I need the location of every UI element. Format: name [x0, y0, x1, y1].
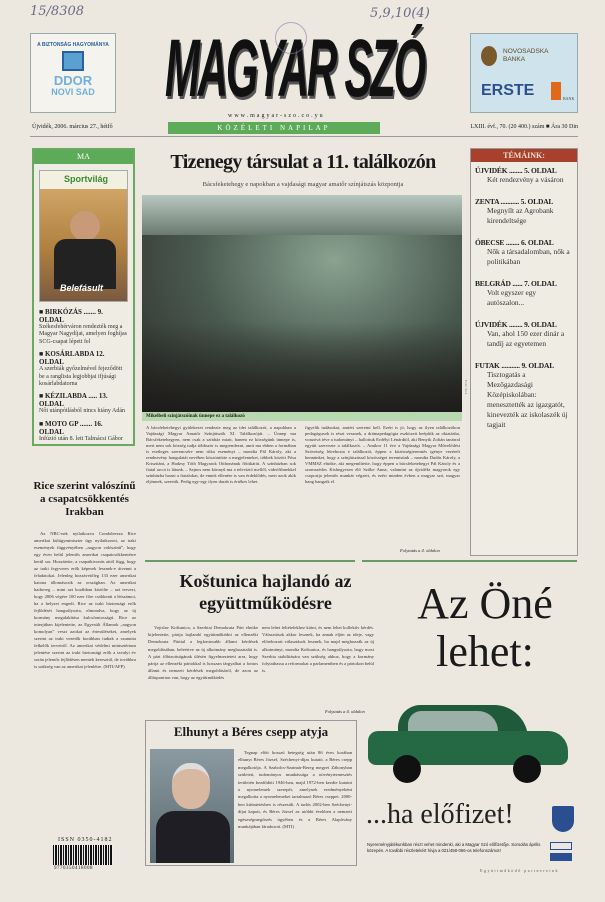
header-rule — [30, 136, 578, 137]
barcode-number: 9770350418008 — [54, 866, 93, 871]
temaink-item-head[interactable]: FUTAK ........... 9. OLDAL — [475, 361, 555, 370]
beres-headline: Elhunyt a Béres csepp atyja — [173, 724, 329, 739]
main-body-col2: figyelik tudásukat, amiért szeretni kell. Ezért is jó, hogy az ilyen találkozókon pedagógusok is részt vesznek, a drámapedagógia eszközeit beépítik az oktatásba, vonzóvá téve a tudományt – hallottuk Erdélyi Lénárdtól, aki Benyik Zoltán tanárral együtt szervezte a találkozót. – Amikor 11 éve a Vajdasági Magyar Művelődési Szövetség létrehozta e találkozót, éppen a közösségteremtés igénye vezérelt bennünket, hogy a színjátszással közösséget teremtsünk – mondta Dudás Károly, a VMMSZ elnöke, aki megemlítette, hogy éppen a bácsfeketehegyi Pál Károly és a szomszédos Kishegyesen élő Szőke Anna, valamint az újvidéki magyarok egy csoportja jelentős munkát végzett, és ezért minden évben a magyar szó, magyar hang hangzik el. — [305, 425, 460, 484]
temaink-item-head[interactable]: ZENTA ........... 5. OLDAL — [475, 197, 554, 206]
temaink-item-text: Van, ahol 150 ezer dinár a tandíj az egyetemen — [487, 329, 565, 348]
main-photo-audience — [142, 195, 462, 412]
archive-number: 15/8308 — [30, 4, 85, 19]
temaink-item-text: Két rendezvény a vásáron — [487, 175, 564, 184]
rice-headline: Rice szerint valószínű a csapatcsökkentés Irakban — [33, 480, 136, 518]
partner-logo — [550, 853, 572, 861]
main-subhead: Bácsfeketehegy e napokban a vajdasági magyar amatőr színjátszás központja — [202, 181, 404, 188]
main-body-col1: A bácsfeketehegyi gyülekezet rendezte meg az idei találkozót, a napokban a Vajdasági Magyar Amatőr Színjátszók XI. Találkozóját. – Ünnep ma Bácsfeketehegyen, nem csak a színház miatt, hanem ez községünk ünnepe is, mert nem sok község tudja többször is megrendezni, amit ma ebben a formában is esetleges szerencsére nem ritka eseményt – mondta Pál Károly, aki a rendezvény hangulatát nevében köszöntötte a megjelenteket, többek között Pósa Krisztiánt, a Hadzsy Tóth Magyarok Otthonának főtitkárát. A színházban sok fiatal arcot is látunk. – Sajnos nem könnyű ma a televízió mellől, videófilmekkel színházba hozni a fiatalokat, de ennek ellenére is van érdeklődés, mert azok akik eljönnek, szeretik. Pedig egy-egy ilyen darab is értékes lehet. — [146, 425, 296, 484]
rice-body: Az NBC-nek nyilatkozva Condoleezza Rice amerikai külügyminiszter úgy nyilatkozott, az iraki események függvényében „nagyon valószínű”, hogy egy éven belül jelentős amerikai csapatcsökkentésre kerül sor. Hozzátette, a csapatkivonás attól függ, hogy az iraki fegyveres erők képesek lesznek-e átvenni a feladatokat. Jelenleg hozzávetőleg 133 ezer amerikai katona állomásozik az országban. Az amerikai hadsereg – mint azt korábban közölte – azt tervezi, hogy 2006 végére 100 ezer főre csökkenti a létszámot, ha a helyzet engedi. Rice az iraki biztonsági erők fejlődését hangsúlyozta, elmondva, hogy az új kormány megalakítása kulcsfontosságú. Rice az interjúban kijelentette, az Egyesült Államok „nagyon komolyan” veszi azokat az értesüléseket, amelyek szerint az iraki vezetők korábban tudtak a szunnita felkelők terveiről. Az amerikai védelmi minisztérium jelentése szerint az iraki biztonsági erők a tavalyi év során jelentős fejlődésen mentek keresztül, de továbbra is szükség van az amerikai jelenlétre. (MTI/AFP) — [34, 531, 136, 669]
temaink-item-head[interactable]: ÚJVIDÉK ........ 9. OLDAL — [475, 320, 557, 329]
issn: ISSN 0350-4182 — [58, 837, 113, 843]
beres-body: Tegnap előtt hosszú betegség után 86 éves korában elhunyt Béres József, Széchenyi-díjas kutató, a Béres csepp megalkotója. A Szabolcs-Szatmár-Bereg megyei Záhonyban született, tudományos munkássága a növénytermesztés területén kezdődött 1946-ban, majd 1972-ben kezdte kutatni a nyomelemek szerepét, amelynek eredményeként megalkotta a nyomelemeket tartalmazó Béres cseppet. 2000-ben kitüntetésben is részesült. A tudós 2002-ben Széchenyi-díjat kapott, és Béres József az utóbbi években a nemzeti egészségmegőrzés ügyében és a Béres Alapítvány munkájában fáradozott. (MTI) — [238, 750, 352, 830]
ad-fine-print: Nyereményjátékunkban részt vehet mindenki, aki a Magyar Szó előfizetője. Sorsolás április közepén. A további részletekért hívja a 021/458-066-os telefonszámot! — [367, 842, 541, 853]
temaink-item-head[interactable]: BELGRÁD ...... 7. OLDAL — [475, 279, 557, 288]
masthead-title: MAGYAR SZÓ — [165, 22, 425, 114]
issue-number: LXIII. évf., 70. (20 400.) szám ■ Ára 30 Din — [470, 124, 578, 130]
sportvilag-cover[interactable] — [39, 170, 128, 302]
ad-slogan: ...ha előfizet! — [366, 799, 514, 830]
ddor-slogan: A BIZTONSÁG HAGYOMÁNYA — [37, 42, 109, 48]
barcode — [53, 845, 113, 865]
section-rule — [145, 560, 355, 562]
ma-item-text: Székesfehérváron rendezték meg a Magyar Nagydíjat, amelyen foghíjas SCG-csapat lépett fel — [39, 324, 127, 345]
ma-box — [32, 148, 135, 446]
ad-headline-line2: lehet: — [436, 627, 534, 676]
kostunica-headline: Koštunica hajlandó az együttműködésre — [179, 571, 352, 613]
beres-box — [145, 720, 357, 866]
ma-item-head[interactable]: ■ KÉZILABDA ..... 13. OLDAL — [39, 392, 108, 409]
car-image — [368, 705, 568, 785]
ddor-name: DDOR — [53, 73, 93, 88]
ma-item-text: A szerbiák győzelmével fejeződött be a ranglista legjobbjai ifjúsági kosárlabdatorna — [39, 366, 123, 388]
kostunica-continued: Folytatás a 4. oldalon — [325, 709, 365, 714]
ma-item-head[interactable]: ■ MOTO GP ....... 16. OLDAL — [39, 419, 103, 436]
issue-date: Újvidék, 2006. március 27., hétfő — [32, 124, 113, 130]
temaink-item-text: Megnyílt az Agrobank kirendeltsége — [487, 206, 554, 225]
erste-name: ERSTE — [481, 82, 535, 99]
ad-partners-label: Együttműködő partnereink — [480, 868, 559, 873]
ma-item-head[interactable]: ■ BIRKÓZÁS ....... 9. OLDAL — [39, 308, 103, 324]
bank-logos — [470, 33, 578, 113]
ad-headline — [390, 580, 580, 676]
kostunica-body-col1: Vojislav Koštunica, a Szerbiai Demokrata Párt elnöke kijelentette, pártja hajlandó együttműködni az ellenzéki Demokrata Párttal a legfontosabb állami kérdések megoldásában, beleértve az új alkotmány meghozatalát is. A párt főbizottságának ülésén figyelmeztetett arra, hogy pártja az ellenzéki pártokkal is hosszan tárgyalhat a fontos állami és nemzeti kérdések megoldásáról, de azon az álláspontion van, hogy az együttműködés — [148, 625, 258, 681]
sportvilag-caption: Belefásult — [60, 283, 104, 293]
section-rule — [362, 560, 577, 562]
novosadska-banka-icon — [481, 46, 497, 66]
temaink-item-text: Tisztogatás a Mezőgazdasági Középiskolában: menesztették az igazgatót, kinevezték az iskolaszék új tagjait — [487, 370, 568, 429]
main-headline: Tizenegy társulat a 11. találkozón — [170, 151, 436, 173]
ma-item-head[interactable]: ■ KOSÁRLABDA 12. OLDAL — [39, 350, 105, 367]
continued-note: Folytatás a 4. oldalon — [400, 548, 440, 553]
ddor-city: NOVI SAD — [51, 87, 95, 97]
kostunica-body-col2: nem lehet feltételekhez kötni, és nem lehet kollektív kérdés. Választások akkor lesznek, ha annak eljön az ideje, vagy előrehozott választások lesznek, ha majd meghozzák az új alkotmányt, mondta Koštunica, és hangsúlyozta, hogy most Szerbia stabilitására van szükség ahhoz, hogy a kormány folytathassa a reformokat a parlamentben és a pártokon belül is. — [262, 625, 374, 674]
ma-header: MA — [34, 150, 133, 164]
photo-caption: Mikelbeli színjátszóinak ünnepe ez a találkozó — [142, 412, 462, 421]
photo-credit: Fotó: Sz.I. — [464, 380, 468, 395]
page-note: 5,9,10(4) — [370, 6, 430, 21]
beres-portrait-photo — [150, 749, 234, 863]
ad-headline-line1: Az Öné — [417, 579, 553, 628]
temaink-box — [470, 148, 578, 556]
ddor-emblem-icon — [62, 51, 84, 71]
temaink-item-head[interactable]: ÓBECSE ........ 6. OLDAL — [475, 238, 554, 247]
novosadska-banka-name: NOVOSADSKA BANKA — [503, 48, 549, 63]
temaink-item-text: Volt egyszer egy autószalon... — [487, 288, 537, 307]
ddor-logo — [30, 33, 116, 113]
partner-logo — [550, 842, 572, 850]
tagline-bar: KÖZÉLETI NAPILAP — [168, 122, 380, 134]
erste-sub: BANK — [563, 96, 575, 101]
erste-icon — [551, 82, 561, 100]
temaink-header: TÉMÁINK: — [471, 149, 577, 162]
library-stamp-icon — [275, 22, 307, 54]
website-url: www.magyar-szo.co.yu — [228, 113, 325, 119]
temaink-item-head[interactable]: ÚJVIDÉK ........ 5. OLDAL — [475, 166, 557, 175]
ma-item-text: Női utánpótlásból nincs hiány Adán — [39, 408, 125, 415]
ma-item-text: Infúzió után 8. lett Talmácsi Gábor — [39, 435, 123, 442]
insurance-shield-icon — [552, 806, 574, 832]
sportvilag-title: Sportvilág — [40, 171, 127, 189]
temaink-item-text: Nők a társadalomban, nők a politikában — [487, 247, 570, 266]
